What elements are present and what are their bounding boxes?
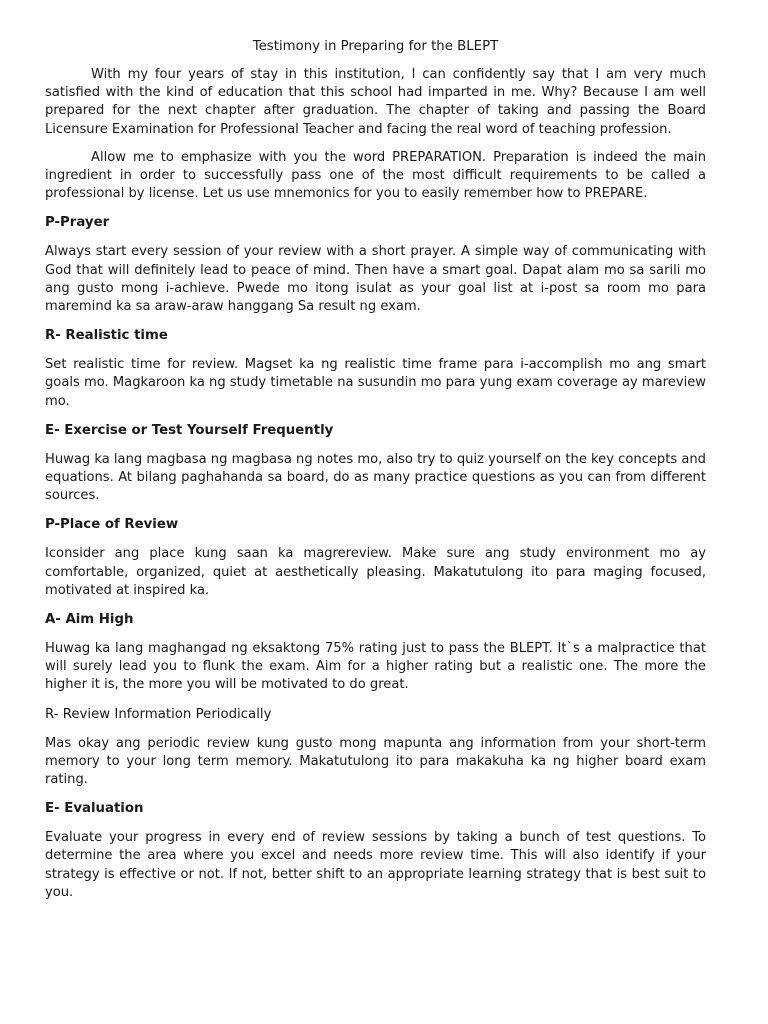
section-body-place-of-review: Iconsider ang place kung saan ka magrereview. Make sure ang study environment mo ay comfortable, organized, quiet at aesthetically pleasing. Makatutulong ito para maging focused, motivated at inspired ka.	[45, 546, 706, 598]
section-heading-exercise: E- Exercise or Test Yourself Frequently	[45, 422, 334, 438]
intro-paragraph-1: With my four years of stay in this institution, I can confidently say that I am very much satisfied with the kind of education that this school had imparted in me. Why? Because I am well prepared for the next chapter after graduation. The chapter of taking and passing the Board Licensure Examination for Professional Teacher and facing the real word of teaching profession.	[45, 67, 706, 137]
section-heading-place-of-review: P-Place of Review	[45, 517, 179, 533]
section-body-evaluation: Evaluate your progress in every end of review sessions by taking a bunch of test questions. To determine the area where you excel and needs more review time. This will also identify if your strategy is effective or not. If not, better shift to an appropriate learning strategy that is best suit to you.	[45, 830, 706, 900]
document-title: Testimony in Preparing for the BLEPT	[252, 39, 499, 54]
section-body-realistic-time: Set realistic time for review. Magset ka ng realistic time frame para i-accomplish mo ang smart goals mo. Magkaroon ka ng study timetable na susundin mo para yung exam coverage ay mareview mo.	[45, 357, 706, 409]
section-heading-aim-high: A- Aim High	[45, 612, 134, 628]
section-body-exercise: Huwag ka lang magbasa ng magbasa ng notes mo, also try to quiz yourself on the key concepts and equations. At bilang paghahanda sa board, do as many practice questions as you can from different sources.	[45, 451, 706, 504]
intro-paragraph-2: Allow me to emphasize with you the word PREPARATION. Preparation is indeed the main ingredient in order to successfully pass one of the most difficult requirements to be called a professional by license. Let us use mnemonics for you to easily remember how to PREPARE.	[45, 149, 706, 202]
section-body-prayer: Always start every session of your review with a short prayer. A simple way of communicating with God that will definitely lead to peace of mind. Then have a smart goal. Dapat alam mo sa sarili mo ang gusto mong i-achieve. Pwede mo itong isulat as your goal list at i-post sa room mo para maremind ka sa araw-araw hanggang Sa result ng exam.	[45, 244, 706, 315]
section-body-review-information: Mas okay ang periodic review kung gusto mong mapunta ang information from your short-term memory to your long term memory. Makatutulong ito para makakuha ka ng higher board exam rating.	[45, 735, 706, 788]
section-heading-evaluation: E- Evaluation	[45, 801, 144, 817]
section-body-aim-high: Huwag ka lang maghangad ng eksaktong 75% rating just to pass the BLEPT. It`s a malpractice that will surely lead you to flunk the exam. Aim for a higher rating but a realistic one. The more the higher it is, the more you will be motivated to do great.	[45, 641, 706, 693]
section-heading-prayer: P-Prayer	[45, 215, 110, 231]
section-heading-realistic-time: R- Realistic time	[45, 328, 168, 344]
section-heading-review-information: R- Review Information Periodically	[45, 706, 272, 722]
